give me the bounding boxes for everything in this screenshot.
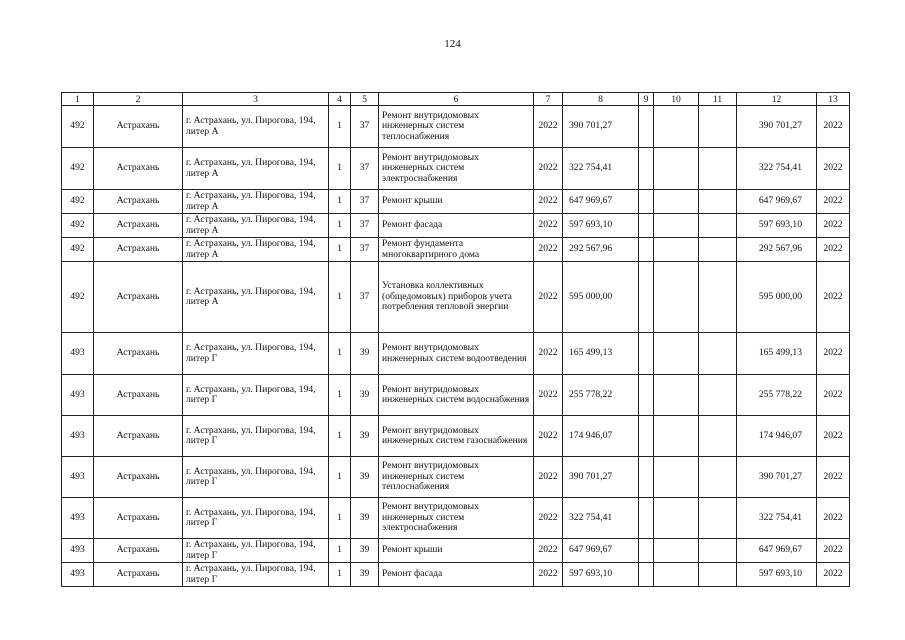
table-row <box>62 375 850 416</box>
cost-cell: 647 969,67 <box>563 190 639 214</box>
col4-cell: 1 <box>329 498 351 539</box>
col9-cell <box>639 262 654 333</box>
year-cell: 2022 <box>534 238 563 262</box>
cost-cell: 647 969,67 <box>563 539 639 563</box>
work-type-cell: Установка коллективных (общедомовых) приборов учета потребления тепловой энергии <box>379 262 534 333</box>
col5-cell: 39 <box>351 498 379 539</box>
column-header: 2 <box>94 93 183 106</box>
work-type-cell: Ремонт внутридомовых инженерных систем электроснабжения <box>379 498 534 539</box>
header-row <box>62 93 850 106</box>
cost-cell: 322 754,41 <box>563 148 639 190</box>
column-header: 13 <box>817 93 850 106</box>
city-cell: Астрахань <box>94 375 183 416</box>
col11-cell <box>699 563 737 587</box>
col11-cell <box>699 539 737 563</box>
city-cell: Астрахань <box>94 498 183 539</box>
col10-cell <box>654 457 699 498</box>
total-cell: 390 701,27 <box>737 457 817 498</box>
address-cell: г. Астрахань, ул. Пирогова, 194, литер А <box>183 190 329 214</box>
year-cell: 2022 <box>534 148 563 190</box>
col4-cell: 1 <box>329 563 351 587</box>
address-cell: г. Астрахань, ул. Пирогова, 194, литер Г <box>183 457 329 498</box>
col11-cell <box>699 333 737 375</box>
address-cell: г. Астрахань, ул. Пирогова, 194, литер А <box>183 262 329 333</box>
column-header: 9 <box>639 93 654 106</box>
col13-cell: 2022 <box>817 238 850 262</box>
col4-cell: 1 <box>329 375 351 416</box>
total-cell: 165 499,13 <box>737 333 817 375</box>
row-number: 492 <box>62 148 94 190</box>
column-header: 4 <box>329 93 351 106</box>
table-row <box>62 457 850 498</box>
col11-cell <box>699 457 737 498</box>
cost-cell: 597 693,10 <box>563 563 639 587</box>
cost-cell: 255 778,22 <box>563 375 639 416</box>
row-number: 492 <box>62 262 94 333</box>
city-cell: Астрахань <box>94 190 183 214</box>
col5-cell: 37 <box>351 106 379 148</box>
city-cell: Астрахань <box>94 416 183 457</box>
col4-cell: 1 <box>329 333 351 375</box>
col10-cell <box>654 262 699 333</box>
cost-cell: 595 000,00 <box>563 262 639 333</box>
total-cell: 595 000,00 <box>737 262 817 333</box>
col13-cell: 2022 <box>817 498 850 539</box>
table-row <box>62 148 850 190</box>
col13-cell: 2022 <box>817 214 850 238</box>
year-cell: 2022 <box>534 416 563 457</box>
col11-cell <box>699 190 737 214</box>
col9-cell <box>639 539 654 563</box>
col11-cell <box>699 416 737 457</box>
address-cell: г. Астрахань, ул. Пирогова, 194, литер Г <box>183 333 329 375</box>
page-number: 124 <box>444 38 461 50</box>
row-number: 492 <box>62 190 94 214</box>
col10-cell <box>654 416 699 457</box>
col13-cell: 2022 <box>817 375 850 416</box>
city-cell: Астрахань <box>94 262 183 333</box>
col10-cell <box>654 563 699 587</box>
col13-cell: 2022 <box>817 333 850 375</box>
cost-cell: 292 567,96 <box>563 238 639 262</box>
column-header: 6 <box>379 93 534 106</box>
row-number: 493 <box>62 375 94 416</box>
work-type-cell: Ремонт фундамента многоквартирного дома <box>379 238 534 262</box>
row-number: 493 <box>62 333 94 375</box>
column-header: 10 <box>654 93 699 106</box>
total-cell: 597 693,10 <box>737 214 817 238</box>
city-cell: Астрахань <box>94 148 183 190</box>
work-type-cell: Ремонт внутридомовых инженерных систем теплоснабжения <box>379 457 534 498</box>
col4-cell: 1 <box>329 416 351 457</box>
col5-cell: 37 <box>351 148 379 190</box>
row-number: 492 <box>62 238 94 262</box>
city-cell: Астрахань <box>94 238 183 262</box>
total-cell: 255 778,22 <box>737 375 817 416</box>
row-number: 493 <box>62 416 94 457</box>
row-number: 493 <box>62 457 94 498</box>
address-cell: г. Астрахань, ул. Пирогова, 194, литер Г <box>183 375 329 416</box>
cost-cell: 390 701,27 <box>563 106 639 148</box>
col10-cell <box>654 238 699 262</box>
total-cell: 292 567,96 <box>737 238 817 262</box>
cost-cell: 597 693,10 <box>563 214 639 238</box>
col11-cell <box>699 214 737 238</box>
address-cell: г. Астрахань, ул. Пирогова, 194, литер Г <box>183 498 329 539</box>
col9-cell <box>639 333 654 375</box>
col9-cell <box>639 214 654 238</box>
column-header: 8 <box>563 93 639 106</box>
table-row <box>62 498 850 539</box>
table-row <box>62 106 850 148</box>
col9-cell <box>639 563 654 587</box>
col10-cell <box>654 190 699 214</box>
column-header: 12 <box>737 93 817 106</box>
column-header: 3 <box>183 93 329 106</box>
address-cell: г. Астрахань, ул. Пирогова, 194, литер А <box>183 148 329 190</box>
table-row <box>62 262 850 333</box>
year-cell: 2022 <box>534 498 563 539</box>
cost-cell: 174 946,07 <box>563 416 639 457</box>
cost-cell: 390 701,27 <box>563 457 639 498</box>
work-type-cell: Ремонт внутридомовых инженерных систем теплоснабжения <box>379 106 534 148</box>
work-type-cell: Ремонт фасада <box>379 214 534 238</box>
col13-cell: 2022 <box>817 106 850 148</box>
total-cell: 322 754,41 <box>737 148 817 190</box>
cost-cell: 322 754,41 <box>563 498 639 539</box>
col10-cell <box>654 498 699 539</box>
work-type-cell: Ремонт фасада <box>379 563 534 587</box>
col5-cell: 37 <box>351 262 379 333</box>
work-type-cell: Ремонт крыши <box>379 539 534 563</box>
works-table <box>61 92 850 587</box>
total-cell: 390 701,27 <box>737 106 817 148</box>
col5-cell: 39 <box>351 457 379 498</box>
col13-cell: 2022 <box>817 563 850 587</box>
col4-cell: 1 <box>329 457 351 498</box>
year-cell: 2022 <box>534 106 563 148</box>
city-cell: Астрахань <box>94 106 183 148</box>
col11-cell <box>699 148 737 190</box>
table-row <box>62 333 850 375</box>
city-cell: Астрахань <box>94 539 183 563</box>
total-cell: 647 969,67 <box>737 190 817 214</box>
col5-cell: 39 <box>351 375 379 416</box>
total-cell: 597 693,10 <box>737 563 817 587</box>
table-row <box>62 416 850 457</box>
total-cell: 647 969,67 <box>737 539 817 563</box>
col9-cell <box>639 148 654 190</box>
col9-cell <box>639 238 654 262</box>
total-cell: 322 754,41 <box>737 498 817 539</box>
row-number: 493 <box>62 498 94 539</box>
col9-cell <box>639 106 654 148</box>
col5-cell: 39 <box>351 563 379 587</box>
year-cell: 2022 <box>534 375 563 416</box>
col4-cell: 1 <box>329 190 351 214</box>
cost-cell: 165 499,13 <box>563 333 639 375</box>
city-cell: Астрахань <box>94 457 183 498</box>
col11-cell <box>699 106 737 148</box>
year-cell: 2022 <box>534 457 563 498</box>
city-cell: Астрахань <box>94 333 183 375</box>
year-cell: 2022 <box>534 333 563 375</box>
col5-cell: 37 <box>351 214 379 238</box>
work-type-cell: Ремонт внутридомовых инженерных систем электроснабжения <box>379 148 534 190</box>
total-cell: 174 946,07 <box>737 416 817 457</box>
row-number: 492 <box>62 106 94 148</box>
col13-cell: 2022 <box>817 148 850 190</box>
year-cell: 2022 <box>534 539 563 563</box>
work-type-cell: Ремонт внутридомовых инженерных систем водоснабжения <box>379 375 534 416</box>
col4-cell: 1 <box>329 262 351 333</box>
col5-cell: 37 <box>351 238 379 262</box>
col11-cell <box>699 375 737 416</box>
address-cell: г. Астрахань, ул. Пирогова, 194, литер Г <box>183 563 329 587</box>
col10-cell <box>654 375 699 416</box>
col13-cell: 2022 <box>817 457 850 498</box>
col4-cell: 1 <box>329 539 351 563</box>
work-type-cell: Ремонт внутридомовых инженерных систем газоснабжения <box>379 416 534 457</box>
year-cell: 2022 <box>534 262 563 333</box>
col13-cell: 2022 <box>817 416 850 457</box>
col11-cell <box>699 238 737 262</box>
city-cell: Астрахань <box>94 214 183 238</box>
work-type-cell: Ремонт внутридомовых инженерных систем водоотведения <box>379 333 534 375</box>
work-type-cell: Ремонт крыши <box>379 190 534 214</box>
col4-cell: 1 <box>329 106 351 148</box>
col4-cell: 1 <box>329 238 351 262</box>
col4-cell: 1 <box>329 214 351 238</box>
column-header: 1 <box>62 93 94 106</box>
address-cell: г. Астрахань, ул. Пирогова, 194, литер А <box>183 214 329 238</box>
address-cell: г. Астрахань, ул. Пирогова, 194, литер А <box>183 106 329 148</box>
col5-cell: 37 <box>351 190 379 214</box>
col10-cell <box>654 106 699 148</box>
row-number: 493 <box>62 539 94 563</box>
row-number: 493 <box>62 563 94 587</box>
column-header: 11 <box>699 93 737 106</box>
col9-cell <box>639 498 654 539</box>
col4-cell: 1 <box>329 148 351 190</box>
table-row <box>62 563 850 587</box>
table-row <box>62 238 850 262</box>
col9-cell <box>639 457 654 498</box>
year-cell: 2022 <box>534 190 563 214</box>
col10-cell <box>654 333 699 375</box>
table-row <box>62 190 850 214</box>
column-header: 5 <box>351 93 379 106</box>
column-header: 7 <box>534 93 563 106</box>
col13-cell: 2022 <box>817 262 850 333</box>
col10-cell <box>654 214 699 238</box>
col11-cell <box>699 262 737 333</box>
col9-cell <box>639 375 654 416</box>
year-cell: 2022 <box>534 214 563 238</box>
col5-cell: 39 <box>351 333 379 375</box>
col9-cell <box>639 190 654 214</box>
col5-cell: 39 <box>351 416 379 457</box>
col13-cell: 2022 <box>817 190 850 214</box>
col5-cell: 39 <box>351 539 379 563</box>
col9-cell <box>639 416 654 457</box>
row-number: 492 <box>62 214 94 238</box>
address-cell: г. Астрахань, ул. Пирогова, 194, литер Г <box>183 416 329 457</box>
col10-cell <box>654 148 699 190</box>
col11-cell <box>699 498 737 539</box>
table-row <box>62 539 850 563</box>
address-cell: г. Астрахань, ул. Пирогова, 194, литер А <box>183 238 329 262</box>
col13-cell: 2022 <box>817 539 850 563</box>
year-cell: 2022 <box>534 563 563 587</box>
address-cell: г. Астрахань, ул. Пирогова, 194, литер Г <box>183 539 329 563</box>
city-cell: Астрахань <box>94 563 183 587</box>
table-row <box>62 214 850 238</box>
col10-cell <box>654 539 699 563</box>
